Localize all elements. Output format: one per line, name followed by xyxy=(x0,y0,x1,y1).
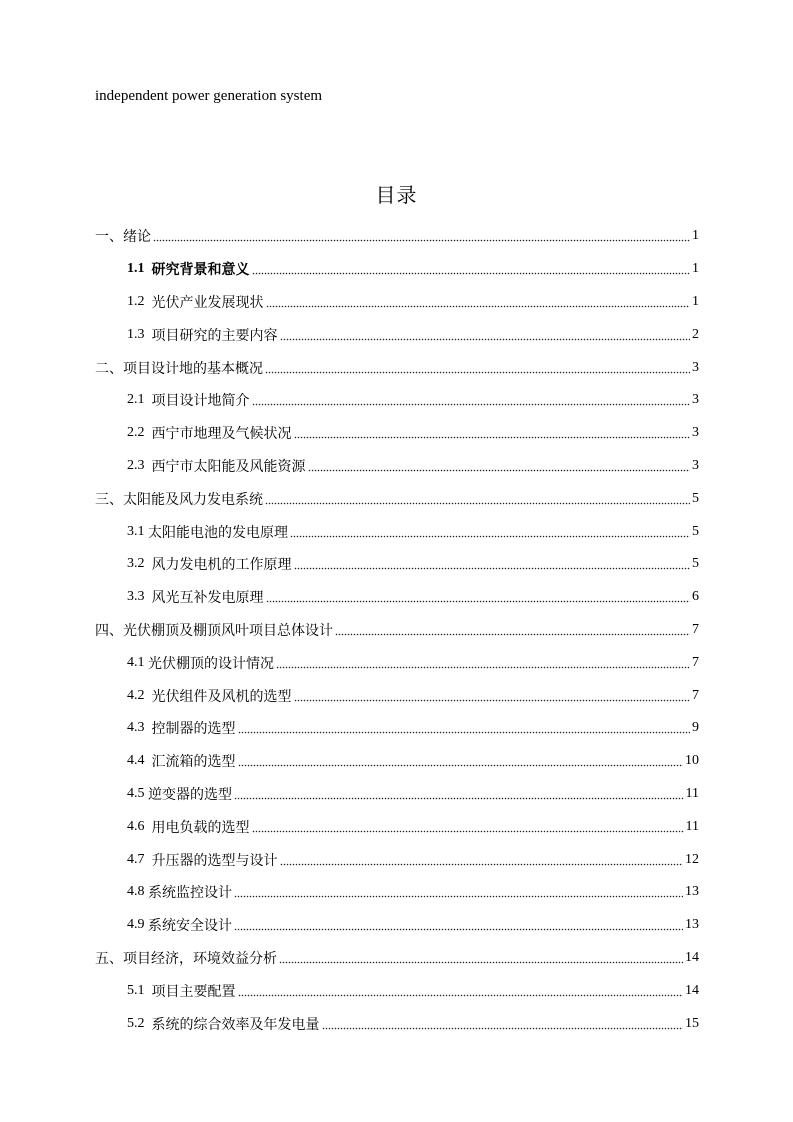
toc-entry-number: 4.4 xyxy=(127,753,152,769)
toc-entry-page-number: 10 xyxy=(685,753,699,769)
toc-entry[interactable] xyxy=(95,712,699,745)
toc-entry-label: 二、项目设计地的基本概况 xyxy=(95,360,263,377)
toc-entry-number: 1.3 xyxy=(127,326,152,342)
toc-entry-page-number: 5 xyxy=(692,490,699,506)
toc-entry[interactable] xyxy=(95,450,699,483)
dot-leader xyxy=(335,623,690,637)
toc-entry-label: 逆变器的选型 xyxy=(148,786,232,803)
toc-entry-page-number: 7 xyxy=(692,621,699,637)
toc-entry-page-number: 9 xyxy=(692,720,699,736)
toc-entry[interactable] xyxy=(95,286,699,319)
toc-entry-page-number: 15 xyxy=(685,1015,699,1031)
dot-leader xyxy=(308,459,691,473)
dot-leader xyxy=(252,393,691,407)
toc-entry[interactable] xyxy=(95,876,699,909)
dot-leader xyxy=(276,656,690,670)
toc-entry-number: 4.5 xyxy=(127,785,148,801)
toc-entry-page-number: 11 xyxy=(685,818,699,834)
dot-leader xyxy=(322,1017,684,1031)
toc-entry-number: 5.1 xyxy=(127,982,152,998)
dot-leader xyxy=(238,984,684,998)
toc-entry-page-number: 3 xyxy=(692,425,699,441)
toc-entry-number: 2.3 xyxy=(127,457,152,473)
toc-entry-page-number: 13 xyxy=(685,917,699,933)
toc-entry-page-number: 1 xyxy=(692,228,699,244)
dot-leader xyxy=(238,754,684,768)
toc-entry-label: 系统安全设计 xyxy=(148,918,232,935)
toc-entry-number: 2.2 xyxy=(127,425,152,441)
toc-entry-page-number: 5 xyxy=(692,523,699,539)
toc-entry[interactable] xyxy=(95,745,699,778)
dot-leader xyxy=(266,590,691,604)
toc-entry-label: 光伏产业发展现状 xyxy=(151,294,264,311)
toc-entry-number: 4.6 xyxy=(127,818,152,834)
toc-entry[interactable] xyxy=(95,548,699,581)
dot-leader xyxy=(294,557,691,571)
toc-entry-page-number: 1 xyxy=(692,293,699,309)
toc-entry-number: 4.8 xyxy=(127,884,148,900)
toc-entry[interactable] xyxy=(95,515,699,548)
toc-entry-number: 4.2 xyxy=(127,687,152,703)
toc-entry-label: 控制器的选型 xyxy=(151,721,236,738)
toc-entry-page-number: 7 xyxy=(692,687,699,703)
toc-entry-label: 五、项目经济，环境效益分析 xyxy=(95,950,277,967)
toc-entry-page-number: 11 xyxy=(685,785,699,801)
toc-entry-label: 系统的综合效率及年发电量 xyxy=(151,1016,320,1033)
toc-title: 目录 xyxy=(375,183,418,207)
toc-entry-number: 4.7 xyxy=(127,851,152,867)
toc-entry[interactable] xyxy=(95,843,699,876)
dot-leader xyxy=(252,262,691,276)
toc-entry-label: 四、光伏棚顶及棚顶风叶项目总体设计 xyxy=(95,622,333,639)
toc-entry[interactable] xyxy=(95,646,699,679)
toc-entry[interactable] xyxy=(95,384,699,417)
dot-leader xyxy=(234,918,683,932)
toc-entry[interactable] xyxy=(95,220,699,253)
toc-entry-number: 1.2 xyxy=(127,293,152,309)
dot-leader xyxy=(238,721,691,735)
toc-entry-page-number: 12 xyxy=(685,851,699,867)
toc-entry-label: 一、绪论 xyxy=(95,229,151,246)
toc-entry-label: 项目设计地简介 xyxy=(151,393,250,410)
toc-entry[interactable] xyxy=(95,974,699,1007)
dot-leader xyxy=(266,295,691,309)
dot-leader xyxy=(290,525,690,539)
toc-entry-label: 光伏组件及风机的选型 xyxy=(151,688,292,705)
toc-entry-label: 项目主要配置 xyxy=(151,983,236,1000)
toc-entry-label: 用电负载的选型 xyxy=(151,819,250,836)
toc-entry-label: 风力发电机的工作原理 xyxy=(151,557,292,574)
toc-entry-page-number: 3 xyxy=(692,392,699,408)
toc-entry-page-number: 14 xyxy=(685,982,699,998)
dot-leader xyxy=(153,229,690,243)
toc-entry[interactable] xyxy=(95,417,699,450)
toc-entry-label: 西宁市地理及气候状况 xyxy=(151,426,292,443)
toc-entry-page-number: 14 xyxy=(685,949,699,965)
header-text: independent power generation system xyxy=(95,88,323,104)
toc-entry[interactable] xyxy=(95,1007,699,1040)
toc-entry[interactable] xyxy=(95,810,699,843)
dot-leader xyxy=(234,787,684,801)
toc-entry-page-number: 7 xyxy=(692,654,699,670)
toc-entry-label: 三、太阳能及风力发电系统 xyxy=(95,491,263,508)
toc-entry-label: 太阳能电池的发电原理 xyxy=(148,524,288,541)
toc-entry-number: 4.1 xyxy=(127,654,148,670)
toc-entry[interactable] xyxy=(95,581,699,614)
toc-entry-page-number: 3 xyxy=(692,359,699,375)
toc-entry-number: 5.2 xyxy=(127,1015,152,1031)
toc-entry-number: 4.9 xyxy=(127,917,148,933)
toc-entry-page-number: 1 xyxy=(692,261,699,277)
toc-entry-number: 2.1 xyxy=(127,392,152,408)
toc-entry-label: 西宁市太阳能及风能资源 xyxy=(151,458,306,475)
toc-entry-label: 研究背景和意义 xyxy=(151,262,250,279)
toc-entry-label: 升压器的选型与设计 xyxy=(151,852,278,869)
toc-entry-number: 4.3 xyxy=(127,720,152,736)
dot-leader xyxy=(265,492,690,506)
toc-entry[interactable] xyxy=(95,253,699,286)
dot-leader xyxy=(294,689,691,703)
toc-entry[interactable] xyxy=(95,679,699,712)
toc-entry[interactable] xyxy=(95,318,699,351)
dot-leader xyxy=(280,853,684,867)
toc-entry-page-number: 3 xyxy=(692,457,699,473)
toc-entry-page-number: 13 xyxy=(685,884,699,900)
toc-entry[interactable] xyxy=(95,482,699,515)
toc-entry-label: 系统监控设计 xyxy=(148,885,232,902)
toc-entry-label: 项目研究的主要内容 xyxy=(151,327,278,344)
dot-leader xyxy=(252,820,684,834)
toc-entry[interactable] xyxy=(95,614,699,647)
toc-entry[interactable] xyxy=(95,351,699,384)
toc-entry-page-number: 6 xyxy=(692,589,699,605)
dot-leader xyxy=(265,361,690,375)
toc-entry[interactable] xyxy=(95,942,699,975)
toc-entry-label: 光伏棚顶的设计情况 xyxy=(148,655,274,672)
dot-leader xyxy=(234,885,683,899)
toc-entry-number: 3.2 xyxy=(127,556,152,572)
dot-leader xyxy=(279,951,683,965)
toc-entry[interactable] xyxy=(95,778,699,811)
toc-entry-page-number: 5 xyxy=(692,556,699,572)
toc-entry-label: 风光互补发电原理 xyxy=(151,590,264,607)
toc-entry-number: 3.3 xyxy=(127,589,152,605)
toc-entry-page-number: 2 xyxy=(692,326,699,342)
toc-entry[interactable] xyxy=(95,909,699,942)
toc-entry-number: 3.1 xyxy=(127,523,148,539)
toc-entry-number: 1.1 xyxy=(127,261,152,277)
toc-entry-label: 汇流箱的选型 xyxy=(151,754,236,771)
dot-leader xyxy=(294,426,691,440)
table-of-contents xyxy=(95,220,699,1040)
dot-leader xyxy=(280,328,691,342)
